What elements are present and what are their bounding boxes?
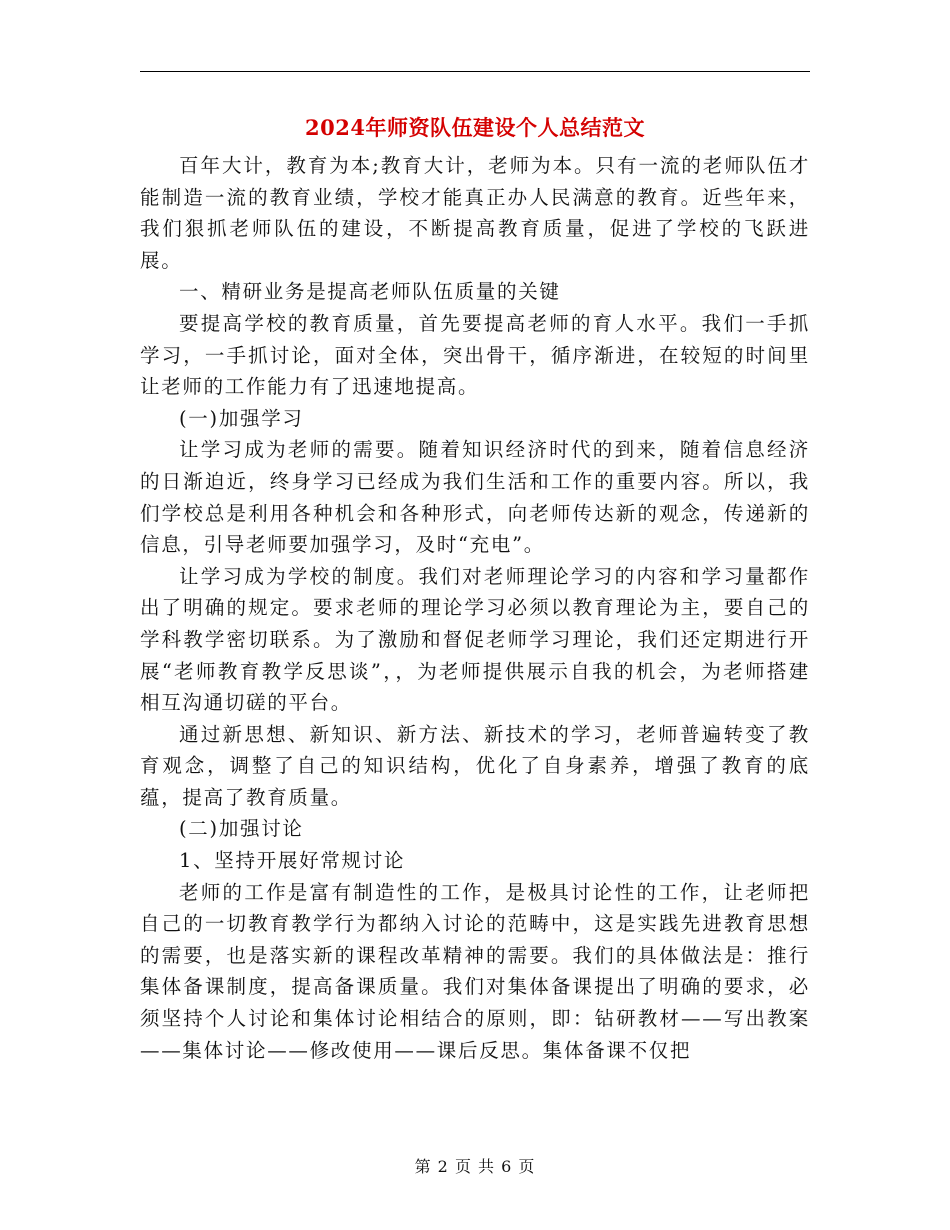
paragraph: 通过新思想、新知识、新方法、新技术的学习，老师普遍转变了教育观念，调整了自己的知识结构，优化了自身素养，增强了教育的底蕴，提高了教育质量。 bbox=[140, 722, 810, 809]
subsection-heading: (二)加强讨论 bbox=[179, 817, 304, 841]
paragraph: 让学习成为学校的制度。我们对老师理论学习的内容和学习量都作出了明确的规定。要求老师的理论学习必须以教育理论为主，要自己的学科教学密切联系。为了激励和督促老师学习理论，我们还定期进行开展“老师教育教学反思谈”，，为老师提供展示自我的机会，为老师搭建相互沟通切磋的平台。 bbox=[140, 564, 810, 715]
paragraph: 百年大计，教育为本;教育大计，老师为本。只有一流的老师队伍才能制造一流的教育业绩，学校才能真正办人民满意的教育。近些年来，我们狠抓老师队伍的建设，不断提高教育质量，促进了学校的飞跃进展。 bbox=[140, 154, 810, 272]
item-heading: 1、坚持开展好常规讨论 bbox=[179, 849, 406, 873]
paragraph: 老师的工作是富有制造性的工作，是极具讨论性的工作，让老师把自己的一切教育教学行为都纳入讨论的范畴中，这是实践先进教育思想的需要，也是落实新的课程改革精神的需要。我们的具体做法是：推行集体备课制度，提高备课质量。我们对集体备课提出了明确的要求，必须坚持个人讨论和集体讨论相结合的原则，即：钻研教材——写出教案——集体讨论——修改使用——课后反思。集体备课不仅把 bbox=[140, 880, 810, 1062]
document-title: 2024年师资队伍建设个人总结范文 bbox=[305, 115, 645, 140]
header-rule bbox=[140, 71, 810, 72]
section-heading: 一、精研业务是提高老师队伍质量的关键 bbox=[179, 280, 561, 304]
paragraph: 要提高学校的教育质量，首先要提高老师的育人水平。我们一手抓学习，一手抓讨论，面对全体，突出骨干，循序渐进，在较短的时间里让老师的工作能力有了迅速地提高。 bbox=[140, 311, 810, 399]
page-number: 第 2 页 共 6 页 bbox=[414, 1157, 536, 1176]
document-body bbox=[140, 150, 810, 1066]
subsection-heading: (一)加强学习 bbox=[179, 406, 304, 430]
paragraph: 让学习成为老师的需要。随着知识经济时代的到来，随着信息经济的日渐迫近，终身学习已经成为我们生活和工作的重要内容。所以，我们学校总是利用各种机会和各种形式，向老师传达新的观念，传递新的信息，引导老师要加强学习，及时“充电”。 bbox=[140, 438, 810, 557]
